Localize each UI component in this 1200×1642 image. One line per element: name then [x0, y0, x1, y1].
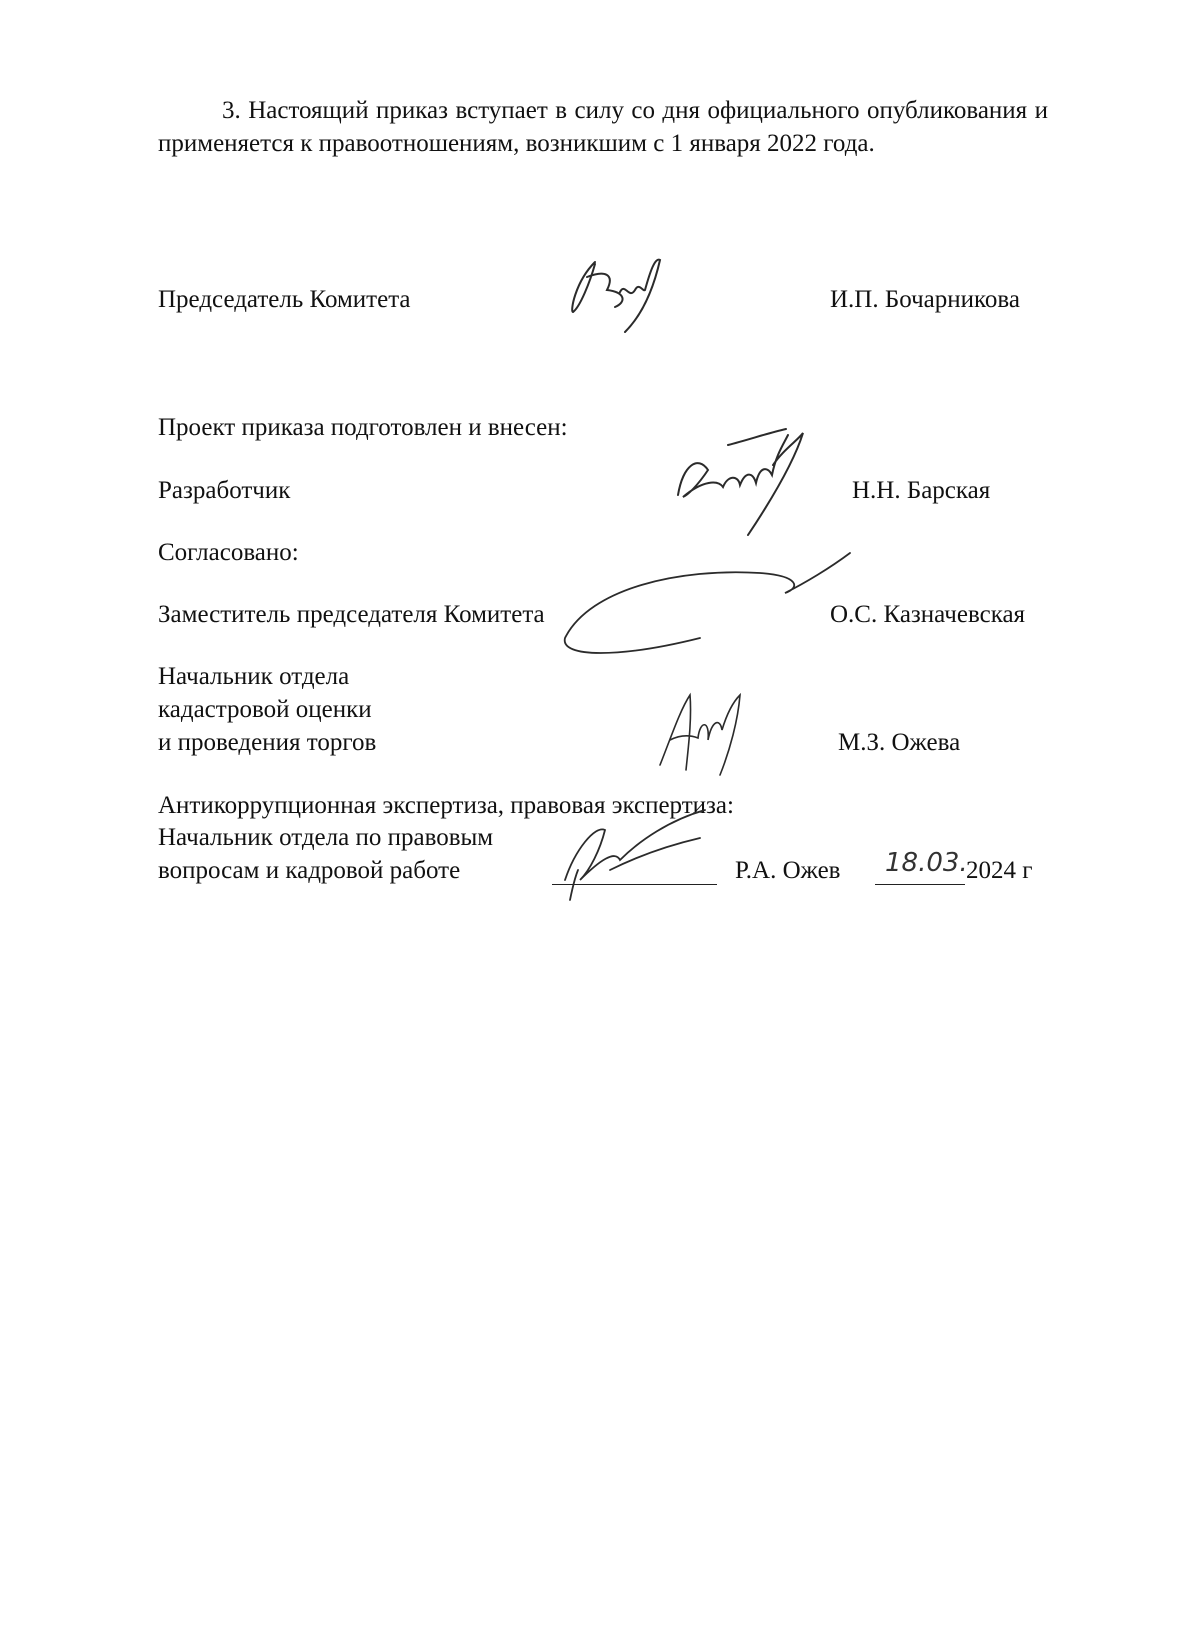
- chairman-signature: [565, 252, 675, 342]
- deputy-name: О.С. Казначевская: [830, 601, 1026, 628]
- expertise-title-line-2: вопросам и кадровой работе: [158, 857, 461, 884]
- chairman-title: Председатель Комитета: [158, 286, 411, 313]
- expertise-title-line-1: Начальник отдела по правовым: [158, 824, 494, 851]
- handwritten-date: 18.03.: [885, 848, 968, 878]
- expertise-heading: Антикоррупционная экспертиза, правовая экспертиза:: [158, 792, 734, 819]
- cadastral-head-name: М.З. Ожева: [838, 729, 961, 756]
- date-underline: [875, 884, 965, 885]
- order-paragraph-3: 3. Настоящий приказ вступает в силу со дня официального опубликования и применяется к правоотношениям, возникшим с 1 января 2022 года.: [158, 97, 1048, 157]
- expertise-name: Р.А. Ожев: [735, 857, 841, 884]
- deputy-title: Заместитель председателя Комитета: [158, 601, 545, 628]
- cadastral-title-line-3: и проведения торгов: [158, 729, 377, 756]
- cadastral-title-line-1: Начальник отдела: [158, 663, 350, 690]
- developer-signature: [668, 425, 818, 545]
- expertise-date-year: 2024 г: [966, 857, 1033, 884]
- expertise-signature: [560, 800, 710, 910]
- deputy-signature: [560, 548, 860, 668]
- developer-name: Н.Н. Барская: [852, 477, 991, 504]
- cadastral-signature: [650, 680, 760, 780]
- project-heading: Проект приказа подготовлен и внесен:: [158, 414, 568, 441]
- developer-title: Разработчик: [158, 477, 291, 504]
- chairman-name: И.П. Бочарникова: [830, 286, 1020, 313]
- agreed-heading: Согласовано:: [158, 539, 299, 566]
- cadastral-title-line-2: кадастровой оценки: [158, 696, 372, 723]
